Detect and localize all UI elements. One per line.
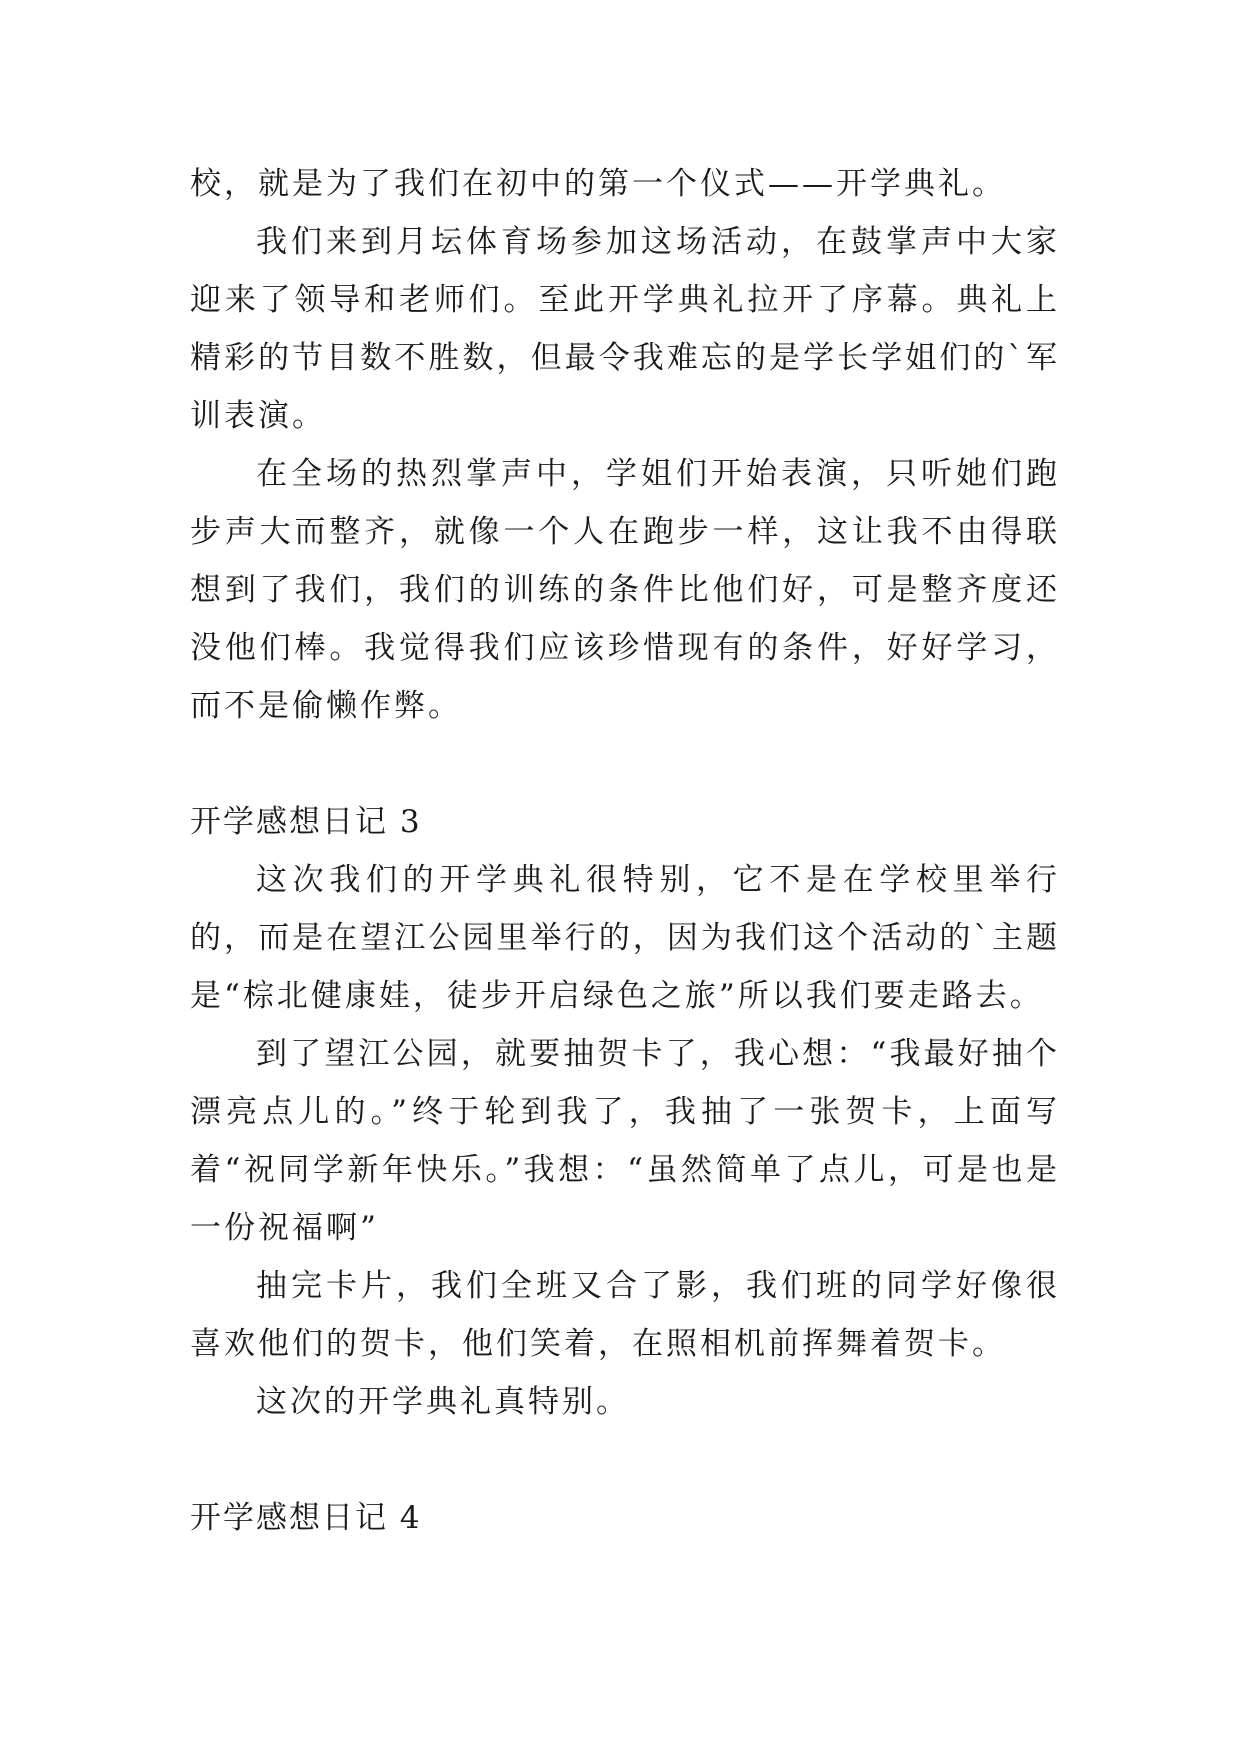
section-heading: 开学感想日记 4 bbox=[190, 1500, 422, 1536]
document-page bbox=[190, 155, 1060, 1547]
paragraph: 这次的开学典礼真特别。 bbox=[256, 1384, 630, 1420]
section-gap bbox=[190, 735, 1060, 793]
section-gap bbox=[190, 1431, 1060, 1489]
paragraph: 抽完卡片，我们全班又合了影，我们班的同学好像很喜欢他们的贺卡，他们笑着，在照相机前挥舞着贺卡。 bbox=[190, 1268, 1060, 1362]
paragraph: 校，就是为了我们在初中的第一个仪式——开学典礼。 bbox=[190, 166, 1006, 202]
section-heading: 开学感想日记 3 bbox=[190, 804, 422, 840]
paragraph: 这次我们的开学典礼很特别，它不是在学校里举行的，而是在望江公园里举行的，因为我们这个活动的`主题是“棕北健康娃，徒步开启绿色之旅”所以我们要走路去。 bbox=[190, 862, 1060, 1014]
paragraph: 我们来到月坛体育场参加这场活动，在鼓掌声中大家迎来了领导和老师们。至此开学典礼拉开了序幕。典礼上精彩的节目数不胜数，但最令我难忘的是学长学姐们的`军训表演。 bbox=[190, 224, 1060, 434]
paragraph: 在全场的热烈掌声中，学姐们开始表演，只听她们跑步声大而整齐，就像一个人在跑步一样，这让我不由得联想到了我们，我们的训练的条件比他们好，可是整齐度还没他们棒。我觉得我们应该珍惜现有的条件，好好学习，而不是偷懒作弊。 bbox=[190, 456, 1060, 724]
paragraph: 到了望江公园，就要抽贺卡了，我心想：“我最好抽个漂亮点儿的。”终于轮到我了，我抽了一张贺卡，上面写着“祝同学新年快乐。”我想：“虽然简单了点儿，可是也是一份祝福啊” bbox=[190, 1036, 1060, 1246]
